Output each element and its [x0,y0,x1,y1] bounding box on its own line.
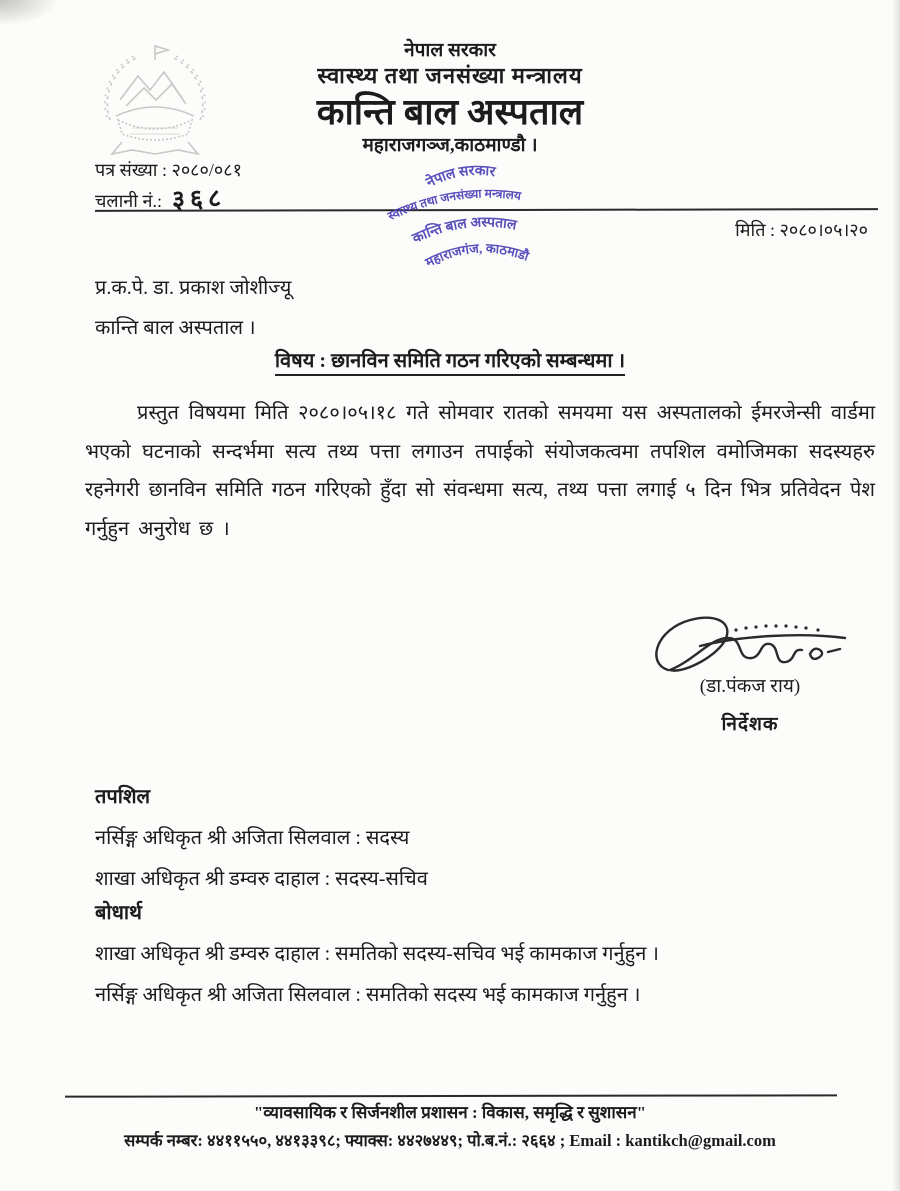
footer-divider-line [65,1094,837,1097]
letter-date: मिति : २०८०।०५।२० [735,220,868,240]
details-member-2: शाखा अधिकृत श्री डम्वरु दाहाल : सदस्य-सचिव [95,868,428,890]
letterhead-government: नेपाल सरकार [404,40,496,61]
signatory-title: निर्देशक [721,714,779,735]
subject-line-wrap [0,346,900,373]
dispatch-number-handwritten: ३६८ [171,185,227,214]
cc-item-1: शाखा अधिकृत श्री डम्वरु दाहाल : समतिको सदस्य-सचिव भई कामकाज गर्नुहुन । [95,943,659,965]
addressee-block [95,268,291,348]
subject-line: विषय : छानविन समिति गठन गरिएको सम्बन्धमा । [275,350,625,376]
letterhead-ministry: स्वास्थ्य तथा जनसंख्या मन्त्रालय [317,63,583,88]
details-heading: तपशिल [95,786,151,808]
footer-contact: सम्पर्क नम्बर: ४४११५५०, ४४१३३९८; फ्याक्स: ४४२७४४९; पो.ब.नं.: २६६४ ; Email : kantikch@gmail.com [124,1131,776,1150]
footer-block [0,1100,900,1151]
cc-item-2: नर्सिङ्ग अधिकृत श्री अजिता सिलवाल : समतिको सदस्य भई कामकाज गर्नुहुन । [95,984,641,1006]
stamp-line-2: स्वास्थ्य तथा जनसंख्या मन्त्रालय [385,186,522,224]
scan-corner-shadow [0,0,60,26]
footer-motto: "व्यावसायिक र सिर्जनशील प्रशासन : विकास, समृद्धि र सुशासन" [253,1103,647,1122]
details-member-1: नर्सिङ्ग अधिकृत श्री अजिता सिलवाल : सदस्य [95,827,410,849]
office-stamp [364,133,583,277]
letterhead-address: महाराजगञ्ज,काठमाण्डौ । [362,135,538,156]
signatory-name: (डा.पंकज राय) [699,676,801,697]
addressee-org: कान्ति बाल अस्पताल । [95,317,256,339]
body-paragraph: प्रस्तुत विषयमा मिति २०८०।०५।१८ गते सोमवार रातको समयमा यस अस्पतालको ईमरजेन्सी वार्डमा भएको घटनाको सन्दर्भमा सत्य तथ्य पत्ता लगाउन तपाईको संयोजकत्वमा तपशिल वमोजिमका सदस्यहरु रहनेगरी छानविन समिति गठन गरिएको हुँदा सो संवन्धमा सत्य, तथ्य पत्ता लगाई ५ दिन भित्र प्रतिवेदन पेश गर्नुहुन अनुरोध छ । [85,402,875,540]
stamp-line-3: कान्ति बाल अस्पताल [410,215,518,247]
svg-text:महाराजगंज, काठमाडौ [421,237,532,271]
signature-block [630,608,870,736]
letterhead-hospital-name: कान्ति बाल अस्पताल [316,92,584,132]
stamp-line-4: महाराजगंज, काठमाडौ [422,240,531,270]
reference-block [95,156,242,216]
cc-heading: बोधार्थ [95,902,142,924]
details-section [95,782,428,891]
cc-section [95,898,659,1007]
letter-number: पत्र संख्या : २०८०/०८१ [95,160,242,180]
dispatch-number-label: चलानी नं.: [95,191,162,211]
scan-edge-shadow [892,0,900,1191]
addressee-name: प्र.क.पे. डा. प्रकाश जोशीज्यू [95,277,292,299]
stamp-line-1: नेपाल सरकार [424,163,497,191]
